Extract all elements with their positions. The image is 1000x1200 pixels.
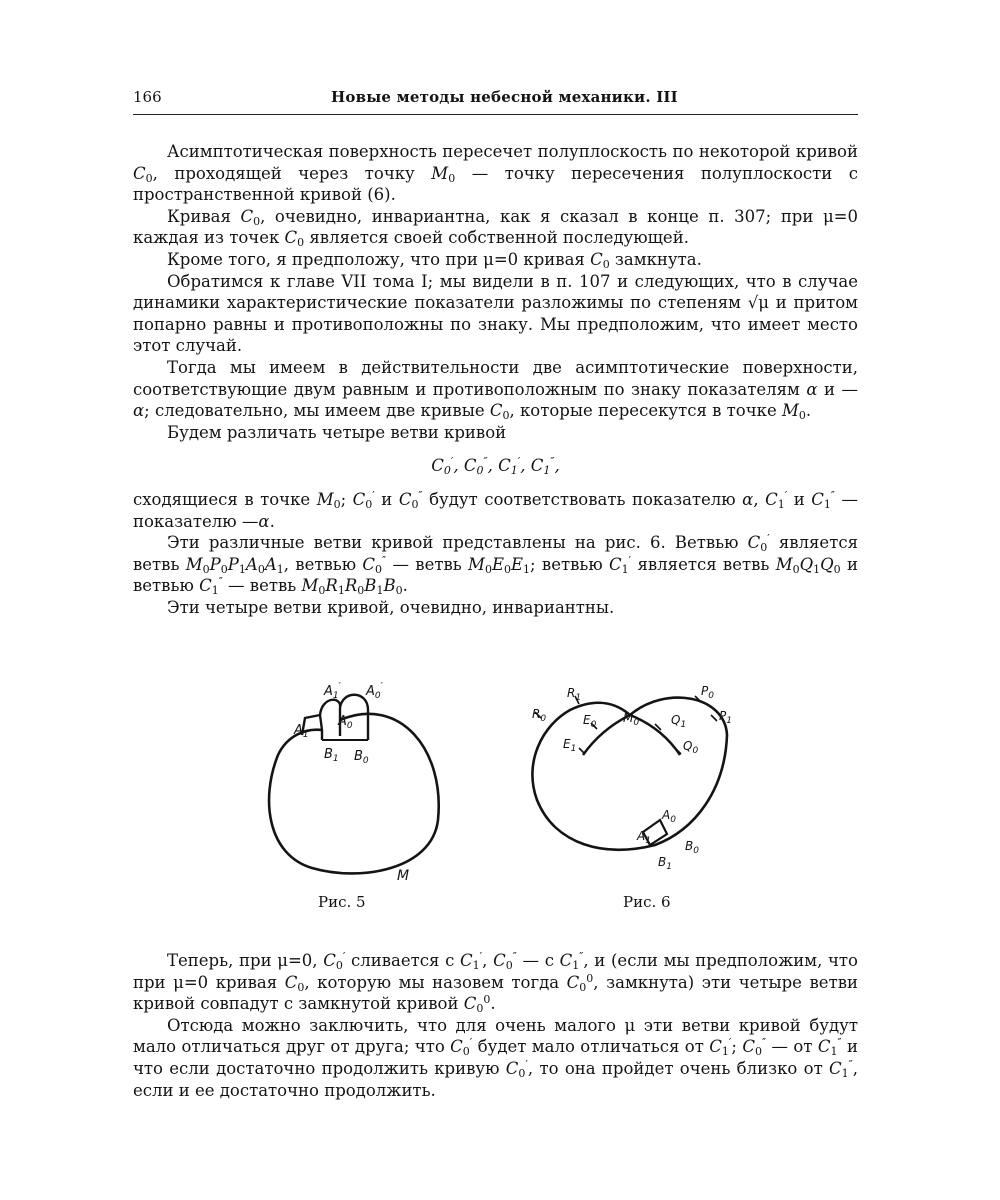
figure-5-caption: Рис. 5 xyxy=(318,893,366,911)
fig6-label-r0: $R_0$ xyxy=(532,707,547,724)
figure-6-caption: Рис. 6 xyxy=(623,893,671,911)
paragraph-2: Кривая $C_0$, очевидно, инвариантна, как я сказал в конце п. 307; при μ=0 каждая из точек $C_0$ является своей собственной последующей. xyxy=(133,206,858,250)
running-title: Новые методы небесной механики. III xyxy=(331,88,678,106)
fig5-loops xyxy=(302,695,368,740)
body-text-bottom xyxy=(133,950,858,1101)
fig6-label-a1: $A_1$ xyxy=(637,829,651,846)
page-header xyxy=(133,88,858,112)
paragraph-7: сходящиеся в точке $M_0$; $C_0'$ и $C_0''$ будут соответствовать показателю α, $C_1'$ и $C_1''$ — показателю —α. xyxy=(133,488,858,531)
paragraph-6: Будем различать четыре ветви кривой xyxy=(167,422,507,442)
paragraph-3: Кроме того, я предположу, что при μ=0 кривая $C_0$ замкнута. xyxy=(167,249,702,271)
fig6-label-p0: $P_0$ xyxy=(701,684,714,701)
page-number: 166 xyxy=(133,88,162,106)
paragraph-11: Отсюда можно заключить, что для очень малого μ эти ветви кривой будут мало отличаться друг от друга; что $C_0'$ будет мало отличаться от $C_1'$; $C_0''$ — от $C_1''$ и что если достаточно продолжить кривую $C_0'$, то она пройдет очень близко от $C_1''$, если и ее достаточно продолжить. xyxy=(133,1015,858,1100)
fig5-label-a0: $A_0$ xyxy=(338,714,353,731)
formula-branches: $C_0'$, $C_0''$, $C_1'$, $C_1''$, xyxy=(431,455,560,478)
fig5-label-b0: $B_0$ xyxy=(354,749,369,766)
fig5-label-a1: $A_1$ xyxy=(294,723,309,740)
fig6-label-q1: $Q_1$ xyxy=(671,713,687,730)
paragraph-1: Асимптотическая поверхность пересечет полуплоскость по некоторой кривой $C_0$, проходящей через точку $M_0$ — точку пересечения полуплоскости с пространственной кривой (6). xyxy=(133,142,858,205)
figure-5 xyxy=(250,670,470,895)
fig6-label-r1: $R_1$ xyxy=(567,686,582,703)
fig5-label-m: M xyxy=(397,868,410,884)
body-text-top xyxy=(133,141,858,618)
paragraph-9: Эти четыре ветви кривой, очевидно, инвариантны. xyxy=(167,597,615,617)
fig5-label-b1: $B_1$ xyxy=(324,747,339,764)
fig6-label-e1: $E_1$ xyxy=(563,737,577,754)
fig6-label-b1: $B_1$ xyxy=(658,855,672,872)
fig6-label-b0: $B_0$ xyxy=(685,839,699,856)
fig6-label-q0: $Q_0$ xyxy=(683,739,699,756)
paragraph-5: Тогда мы имеем в действительности две асимптотические поверхности, соответствующие двум равным и противоположным по знаку показателям α и —α; следовательно, мы имеем две кривые $C_0$, которые пересекутся в точке $M_0$. xyxy=(133,357,858,423)
figure-6 xyxy=(515,680,745,885)
header-rule xyxy=(133,114,858,115)
fig6-label-a0: $A_0$ xyxy=(662,808,676,825)
fig6-label-m0: $M_0$ xyxy=(623,711,640,728)
paragraph-10: Теперь, при μ=0, $C_0'$ сливается с $C_1'$, $C_0''$ — с $C_1''$, и (если мы предположим, что при μ=0 кривая $C_0$, которую мы назовем тогда $C_0^0$, замкнута) эти четыре ветви кривой совпадут с замкнутой кривой $C_0^0$. xyxy=(133,950,858,1016)
paragraph-8: Эти различные ветви кривой представлены на рис. 6. Ветвью $C_0'$ является ветвь $M_0P_0P_1A_0A_1$, ветвью $C_0''$ — ветвь $M_0E_0E_1$; ветвью $C_1'$ является ветвь $M_0Q_1Q_0$ и ветвью $C_1''$ — ветвь $M_0R_1R_0B_1B_0$. xyxy=(133,532,858,598)
fig5-label-a0prime: $A_0'$ xyxy=(366,681,383,701)
fig5-label-a1prime: $A_1'$ xyxy=(324,681,341,701)
fig6-label-e0: $E_0$ xyxy=(583,713,597,730)
fig6-label-p1: $P_1$ xyxy=(719,709,732,726)
paragraph-4: Обратимся к главе VII тома I; мы видели в п. 107 и следующих, что в случае динамики характеристические показатели разложимы по степеням √μ и притом попарно равны и противоположны по знаку. Мы предположим, что имеет место этот случай. xyxy=(133,271,858,356)
